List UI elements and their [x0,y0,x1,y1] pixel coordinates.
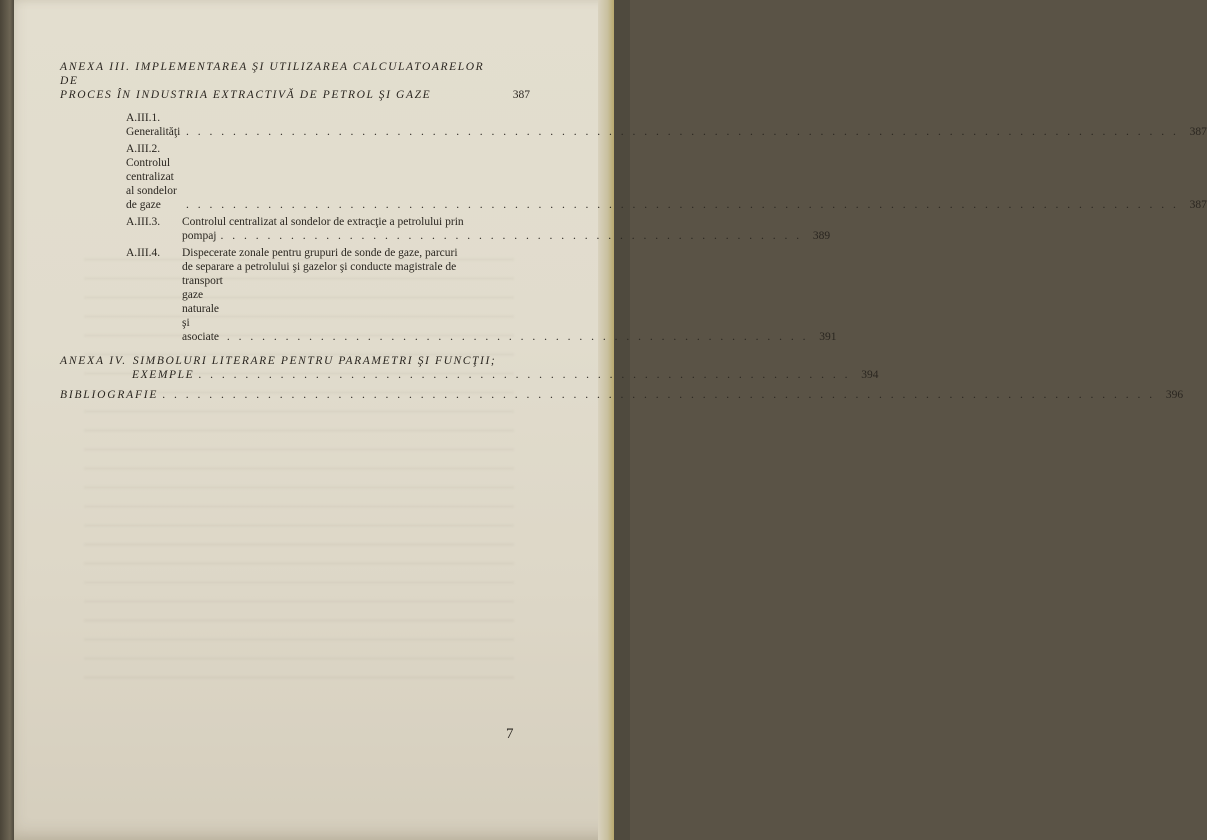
entry-code: A.III.4. [126,247,161,259]
entry-title: Controlul centralizat al sondelor de gaze [126,157,177,211]
leader-dots: . . . . . . . . . . . . . . . . . . . . . . . . . . . . . . . . . . . . . . . . . . . . . . . . . . . . . . . . [198,369,851,381]
entry-title-line2: de separare a petrolului şi gazelor şi conducte magistrale de [182,261,457,273]
entry-title-line1: Dispecerate zonale pentru grupuri de sonde de gaze, parcuri [182,247,458,259]
annex-4-title-line1: SIMBOLURI LITERARE PENTRU PARAMETRI ŞI FUNCŢII; [132,355,497,367]
leader-dots [186,198,1179,212]
entry-title-line1: Controlul centralizat al sondelor de extracţie a petrolului prin [182,216,464,228]
leader-dots [186,125,1179,139]
bibliography-page: 396 [1165,389,1184,401]
entry-title-line3: transport gaze naturale şi asociate [182,275,223,343]
annex-3-page: 387 [512,89,530,101]
annex-4-title-line2: EXEMPLE [132,369,195,381]
toc-entry-annex-4 [60,354,879,382]
annex-3-title-line2: PROCES ÎN INDUSTRIA EXTRACTIVĂ DE PETROL ŞI GAZE [60,89,432,101]
entry-page: 387 [1189,199,1207,211]
entry-page: 391 [819,331,837,343]
book-page [14,0,1207,840]
annex-3-title-line1: IMPLEMENTAREA ŞI UTILIZAREA CALCULATOARELOR DE [60,61,485,87]
entry-code: A.III.1. [126,112,161,124]
table-of-contents [60,60,1207,402]
toc-entry-a-iii-3 [60,215,831,243]
bibliography-title: BIBLIOGRAFIE [60,389,159,401]
annex-3-label: ANEXA III. [60,61,131,73]
entry-code: A.III.2. [126,143,161,155]
annex-4-page: 394 [861,369,879,381]
entry-page: 389 [812,230,831,242]
entry-page: 387 [1189,126,1207,138]
toc-entry-annex-3 [60,60,530,102]
entry-title: Generalităţi [126,126,181,138]
toc-entry-a-iii-4 [60,246,837,344]
page-number: 7 [506,726,514,742]
annex-4-label: ANEXA IV. [60,355,127,367]
toc-entry-bibliography [60,388,1184,402]
entry-title-line2: pompaj [182,230,217,242]
entry-code: A.III.3. [126,216,161,228]
leader-dots [221,229,803,243]
leader-dots [162,388,1155,402]
toc-entry-a-iii-2 [60,142,1207,212]
toc-entry-a-iii-1 [60,111,1207,139]
leader-dots [227,330,809,344]
